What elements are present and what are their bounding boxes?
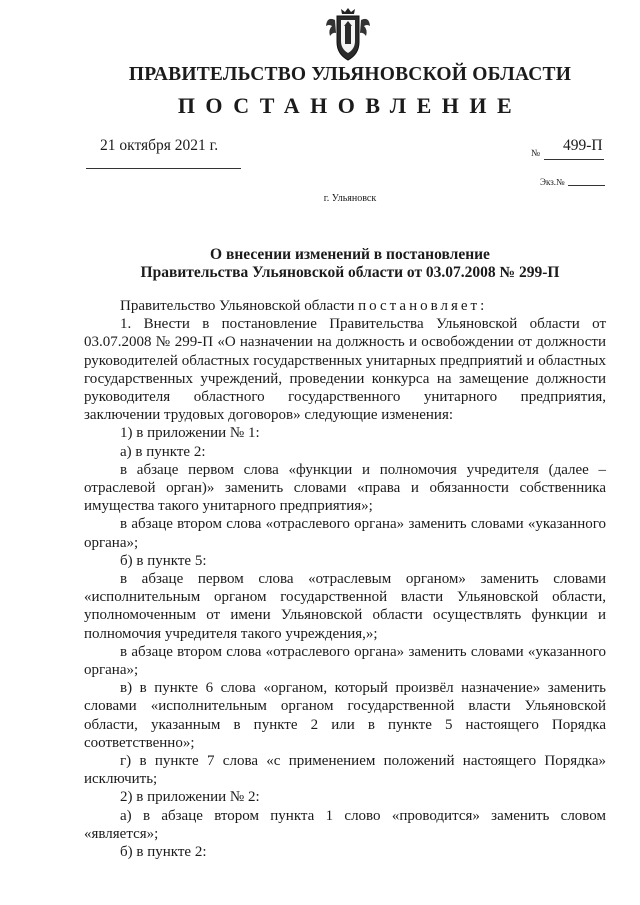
organization-title: ПРАВИТЕЛЬСТВО УЛЬЯНОВСКОЙ ОБЛАСТИ: [128, 64, 572, 85]
date-underline: [86, 168, 241, 169]
body-paragraph: 1) в приложении № 1:: [120, 425, 260, 442]
body-paragraph: в абзаце первом слова «отраслевым органом» заменить словами «исполнительным органом государственной власти Ульяновской области, уполномоченным от имени Ульяновской области осуществлять функции и полномочия учредителя такого учреждения,»;: [84, 571, 606, 642]
city: г. Ульяновск: [323, 193, 377, 204]
document-type: ПОСТАНОВЛЕНИЕ: [177, 93, 523, 118]
document-date: 21 октября 2021 г.: [100, 137, 219, 154]
copy-label: Экз.№: [540, 177, 565, 187]
body-paragraph: в абзаце втором слова «отраслевого органа» заменить словами «указанного органа»;: [84, 516, 606, 551]
decree-intro: [84, 297, 606, 315]
decree-intro-text: Правительство Ульяновской области: [120, 298, 355, 314]
body-paragraph: в абзаце втором слова «отраслевого органа» заменить словами «указанного органа»;: [84, 643, 606, 679]
body-paragraph: в абзаце первом слова «функции и полномочия учредителя (далее – отраслевой орган)» заменить словами «права и обязанности собственника имущества такого унитарного предприятия»;: [84, 461, 606, 515]
body-paragraph: в) в пункте 6 слова «органом, который произвёл назначение» заменить словами «исполнительным органом государственной власти Ульяновской области, указанным в пункте 2 или в пункте 5 настоящего Порядка соответственно»;: [84, 680, 606, 751]
document-number: 499-П: [563, 137, 603, 154]
body-paragraph: а) в пункте 2:: [120, 443, 206, 460]
subject-line-2: Правительства Ульяновской области от 03.07.2008 № 299-П: [140, 263, 560, 281]
number-prefix: №: [531, 149, 541, 159]
body-paragraph: б) в пункте 2:: [120, 844, 207, 861]
decree-word: постановляет:: [358, 298, 488, 314]
subject-line-1: О внесении изменений в постановление: [210, 246, 490, 263]
body-paragraph: а) в абзаце втором пункта 1 слово «проводится» заменить словом «является»;: [84, 807, 606, 842]
body-paragraph: б) в пункте 5:: [120, 552, 207, 569]
body-paragraph: 2) в приложении № 2:: [120, 789, 260, 806]
body-paragraph: г) в пункте 7 слова «с применением положений настоящего Порядка» исключить;: [84, 753, 606, 788]
document-subject: [0, 246, 640, 281]
body-paragraph: 1. Внести в постановление Правительства Ульяновской области от 03.07.2008 № 299-П «О назначении на должность и освобождении от должности руководителей областных государственных унитарных предприятий и областных государственных учреждений, проведении конкурса на замещение должности руководителя областного государственного унитарного предприятия, заключении трудовых договоров» следующие изменения:: [84, 316, 606, 424]
copy-underline: [568, 185, 605, 186]
number-underline: [544, 159, 604, 160]
document-body: [84, 297, 606, 861]
coat-of-arms-icon: [325, 6, 371, 62]
